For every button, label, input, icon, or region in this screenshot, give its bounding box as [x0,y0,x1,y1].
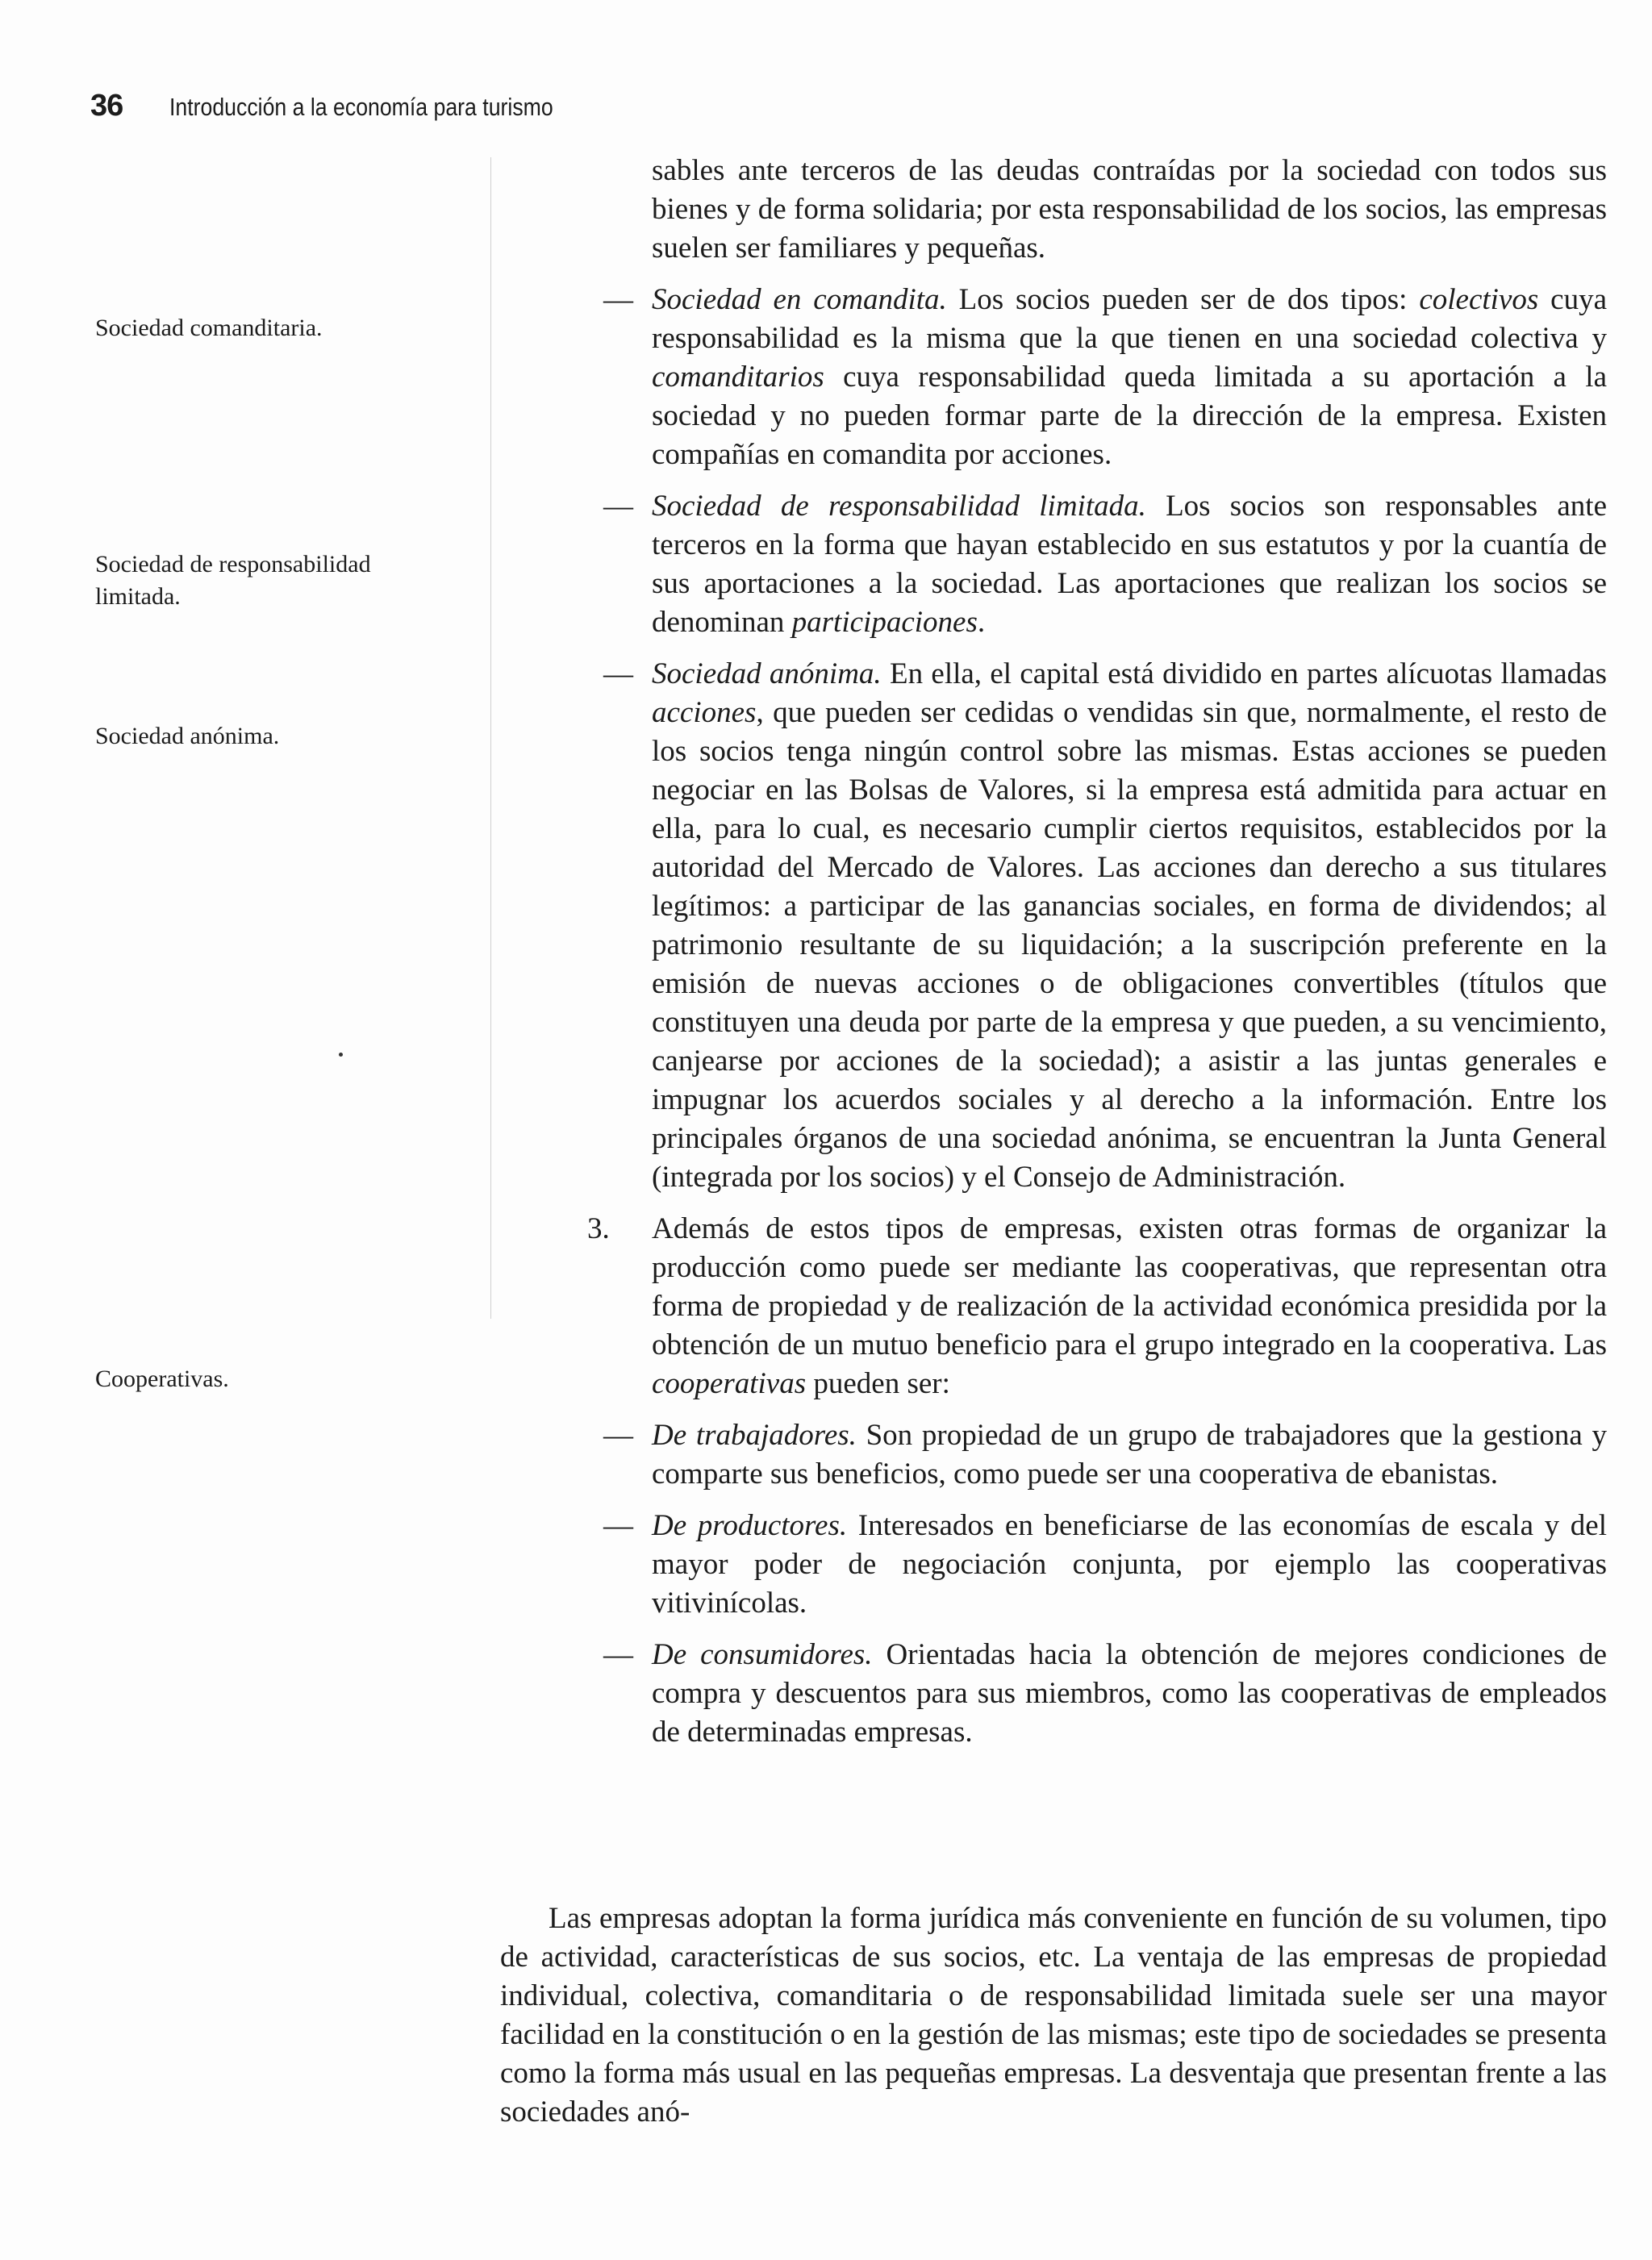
text-segment: , que pueden ser cedidas o vendidas sin que, normalmente, el resto de los socios tenga ningún control sobre las mismas. Estas acciones se pueden negociar en las Bolsas de Valores, si la empresa está admitida para actuar en ella, para lo cual, es necesario cumplir ciertos requisitos, establecidos por la autoridad del Mercado de Valores. Las acciones dan derecho a sus titulares legítimos: a participar de las ganancias sociales, en forma de dividendos; al patrimonio resultante de su liquidación; a la suscripción preferente en la emisión de nuevas acciones o de obligaciones convertibles (títulos que constituyen una deuda por parte de la empresa y que pueden, a su vencimiento, canjearse por acciones de la sociedad); a asistir a las juntas generales e impugnar los acuerdos sociales y al derecho a la información. Entre los principales órganos de una sociedad anónima, se encuentran la Junta General (integrada por los socios) y el Consejo de Administración. [652,696,1607,1194]
text-segment: cuya responsabilidad es la misma que la que tienen en una sociedad colectiva y [652,283,1608,355]
text-segment: Orientadas hacia la obtención de mejores condiciones de compra y descuentos para sus miembros, como las cooperativas de empleados de determinadas empresas. [652,1638,1607,1749]
term-cooperativas: cooperativas [652,1367,807,1400]
stray-dot [339,1053,343,1057]
item-trabajadores [603,1416,1607,1494]
term-productores: De productores. [652,1509,848,1542]
text-segment: . [977,606,986,639]
dash-bullet: — [603,1419,633,1452]
item-productores [603,1507,1607,1623]
dash-bullet: — [603,490,633,523]
text-segment: pueden ser: [806,1367,950,1400]
text-segment: Además de estos tipos de empresas, existen otras formas de organizar la producción como puede ser mediante las cooperativas, que representan otra forma de propiedad y de realización de la actividad económica presidida por la obtención de un mutuo beneficio para el grupo integrado en la cooperativa. Las [652,1212,1607,1361]
dash-bullet: — [603,283,633,316]
margin-note-limitada: Sociedad de responsabilidad limitada. [95,551,371,610]
text-segment: Son propiedad de un grupo de trabajadores que la gestiona y comparte sus beneficios, como puede ser una cooperativa de ebanistas. [652,1419,1607,1491]
page-number: 36 [90,89,123,123]
margin-note-cooperativas: Cooperativas. [95,1366,229,1392]
term-participaciones: participaciones [791,606,978,639]
dash-bullet: — [603,657,633,690]
text-segment: Interesados en beneficiarse de las economías de escala y del mayor poder de negociación conjunta, por ejemplo las cooperativas vitivinícolas. [652,1509,1607,1620]
page-header [90,89,615,137]
intro-paragraph: sables ante terceros de las deudas contraídas por la sociedad con todos sus bienes y de forma solidaria; por esta responsabilidad de los socios, las empresas suelen ser familiares y pequeñas. [652,154,1607,265]
term-acciones: acciones [652,696,757,729]
term-comandita: Sociedad en comandita. [652,283,947,316]
margin-rule [490,157,491,1319]
main-column [587,152,1608,1752]
term-limitada: Sociedad de responsabilidad limitada. [652,490,1146,523]
closing-paragraph: Las empresas adoptan la forma jurídica más conveniente en función de su volumen, tipo de actividad, características de sus socios, etc. La ventaja de las empresas de propiedad individual, colectiva, comanditaria o de responsabilidad limitada suele ser una mayor facilidad en la constitución o en la gestión de las mismas; este tipo de sociedades se presenta como la forma más usual en las pequeñas empresas. La desventaja que presentan frente a las sociedades anó- [500,1902,1607,2129]
item-number: 3. [587,1212,610,1245]
text-segment: Los socios son responsables ante terceros en la forma que hayan establecido en sus estatutos y por la cuantía de sus aportaciones a la sociedad. Las aportaciones que realizan los socios se denominan [652,490,1607,639]
item-comandita [603,281,1608,474]
text-segment: cuya responsabilidad queda limitada a su aportación a la sociedad y no pueden formar parte de la dirección de la empresa. Existen compañías en comandita por acciones. [652,361,1607,471]
margin-note-anonima: Sociedad anónima. [95,723,280,749]
term-comanditarios: comanditarios [652,361,824,394]
term-anonima: Sociedad anónima. [652,657,882,690]
term-trabajadores: De trabajadores. [652,1419,857,1452]
running-title: Introducción a la economía para turismo [169,93,553,121]
term-colectivos: colectivos [1419,283,1539,316]
term-consumidores: De consumidores. [652,1638,873,1671]
item-limitada [603,487,1607,642]
item-anonima [603,655,1607,1197]
margin-note-comanditaria: Sociedad comanditaria. [95,315,323,341]
dash-bullet: — [603,1509,633,1542]
numbered-item-3 [587,1210,1607,1403]
dash-bullet: — [603,1638,633,1671]
item-consumidores [603,1636,1607,1752]
text-segment: Los socios pueden ser de dos tipos: [946,283,1420,316]
text-segment: En ella, el capital está dividido en partes alícuotas llamadas [881,657,1607,690]
